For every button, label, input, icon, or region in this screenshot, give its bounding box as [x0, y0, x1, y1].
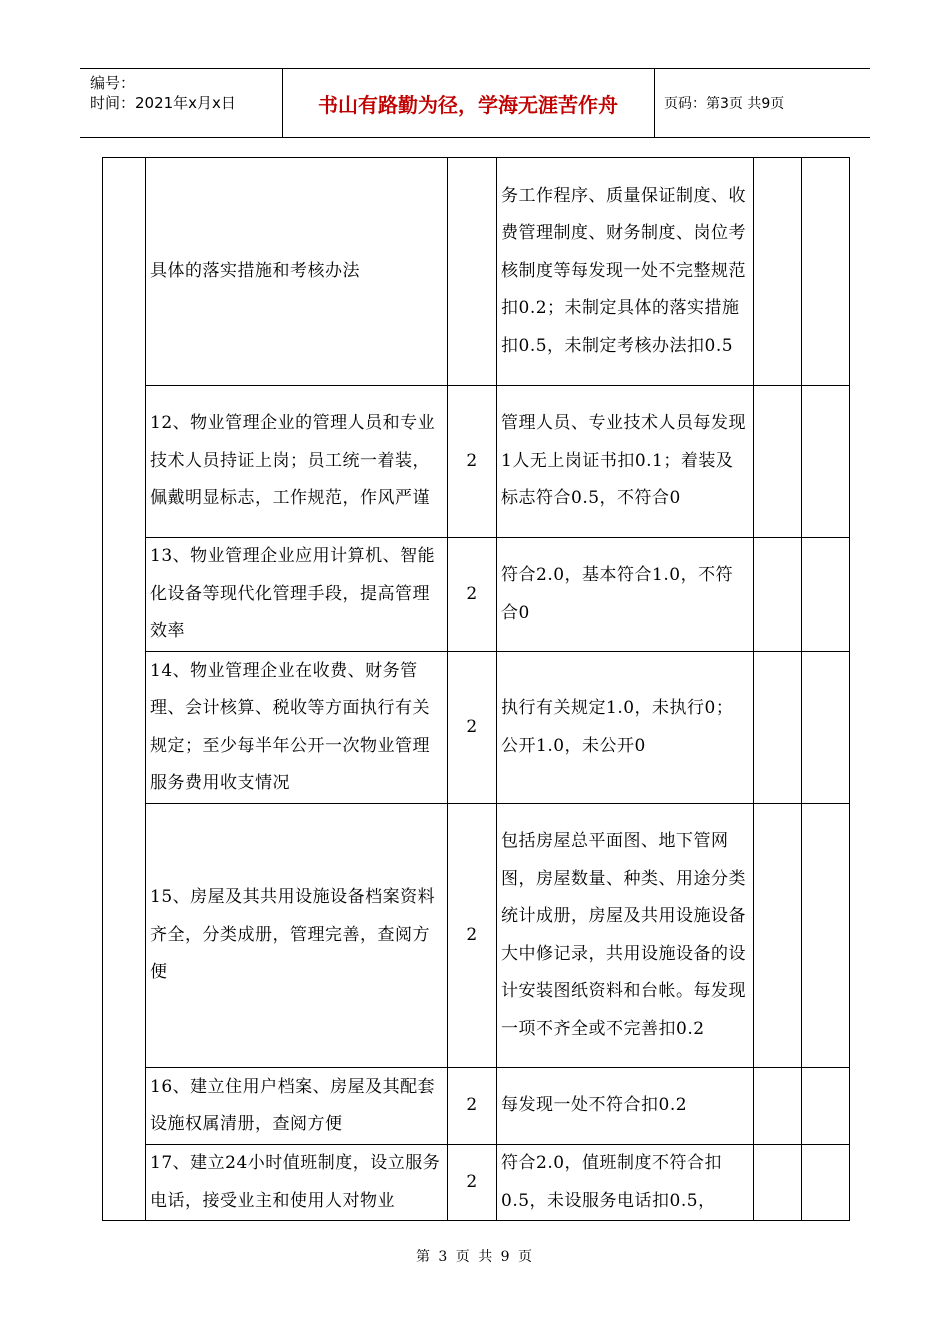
criteria-cell: 每发现一处不符合扣0.2 [497, 1068, 754, 1145]
self-score-cell [754, 158, 802, 386]
final-score-cell [802, 804, 850, 1068]
item-cell: 具体的落实措施和考核办法 [146, 158, 448, 386]
self-score-cell [754, 652, 802, 804]
score-cell: 2 [448, 386, 497, 538]
header-page-code: 页码：第3页 共9页 [664, 96, 785, 112]
table-row [103, 538, 850, 652]
item-cell: 17、建立24小时值班制度，设立服务电话，接受业主和使用人对物业 [146, 1145, 448, 1221]
self-score-cell [754, 1145, 802, 1221]
score-cell: 2 [448, 652, 497, 804]
category-cell [103, 158, 146, 1221]
final-score-cell [802, 1145, 850, 1221]
final-score-cell [802, 158, 850, 386]
self-score-cell [754, 1068, 802, 1145]
self-score-cell [754, 538, 802, 652]
final-score-cell [802, 538, 850, 652]
criteria-cell: 执行有关规定1.0，未执行0；公开1.0，未公开0 [497, 652, 754, 804]
document-time-label: 时间：2021年x月x日 [90, 94, 236, 112]
criteria-cell: 符合2.0，值班制度不符合扣0.5，未设服务电话扣0.5， [497, 1145, 754, 1221]
criteria-cell: 管理人员、专业技术人员每发现1人无上岗证书扣0.1；着装及标志符合0.5，不符合0 [497, 386, 754, 538]
table-row [103, 386, 850, 538]
document-number-label: 编号： [90, 74, 136, 92]
item-cell: 14、物业管理企业在收费、财务管理、会计核算、税收等方面执行有关规定；至少每半年公开一次物业管理服务费用收支情况 [146, 652, 448, 804]
self-score-cell [754, 804, 802, 1068]
criteria-cell: 务工作程序、质量保证制度、收费管理制度、财务制度、岗位考核制度等每发现一处不完整规范扣0.2；未制定具体的落实措施扣0.5，未制定考核办法扣0.5 [497, 158, 754, 386]
header-divider-right [654, 69, 655, 137]
score-cell: 2 [448, 1068, 497, 1145]
table-row [103, 652, 850, 804]
final-score-cell [802, 1068, 850, 1145]
score-cell: 2 [448, 804, 497, 1068]
item-cell: 16、建立住用户档案、房屋及其配套设施权属清册，查阅方便 [146, 1068, 448, 1145]
table-row [103, 1145, 850, 1221]
final-score-cell [802, 652, 850, 804]
criteria-cell: 符合2.0，基本符合1.0，不符合0 [497, 538, 754, 652]
criteria-cell: 包括房屋总平面图、地下管网图，房屋数量、种类、用途分类统计成册，房屋及共用设施设备大中修记录，共用设施设备的设计安装图纸资料和台帐。每发现一项不齐全或不完善扣0.2 [497, 804, 754, 1068]
score-cell [448, 158, 497, 386]
header-motto: 书山有路勤为径，学海无涯苦作舟 [318, 92, 618, 117]
table-row [103, 1068, 850, 1145]
table-row [103, 804, 850, 1068]
self-score-cell [754, 386, 802, 538]
final-score-cell [802, 386, 850, 538]
page-header [80, 68, 870, 138]
table-row [103, 158, 850, 386]
score-cell: 2 [448, 538, 497, 652]
item-cell: 13、物业管理企业应用计算机、智能化设备等现代化管理手段，提高管理效率 [146, 538, 448, 652]
score-cell: 2 [448, 1145, 497, 1221]
page-footer: 第 3 页 共 9 页 [415, 1249, 535, 1265]
item-cell: 15、房屋及其共用设施设备档案资料齐全，分类成册，管理完善，查阅方便 [146, 804, 448, 1068]
evaluation-table [102, 157, 850, 1221]
header-meta [90, 73, 236, 113]
item-cell: 12、物业管理企业的管理人员和专业技术人员持证上岗；员工统一着装，佩戴明显标志，工作规范，作风严谨 [146, 386, 448, 538]
